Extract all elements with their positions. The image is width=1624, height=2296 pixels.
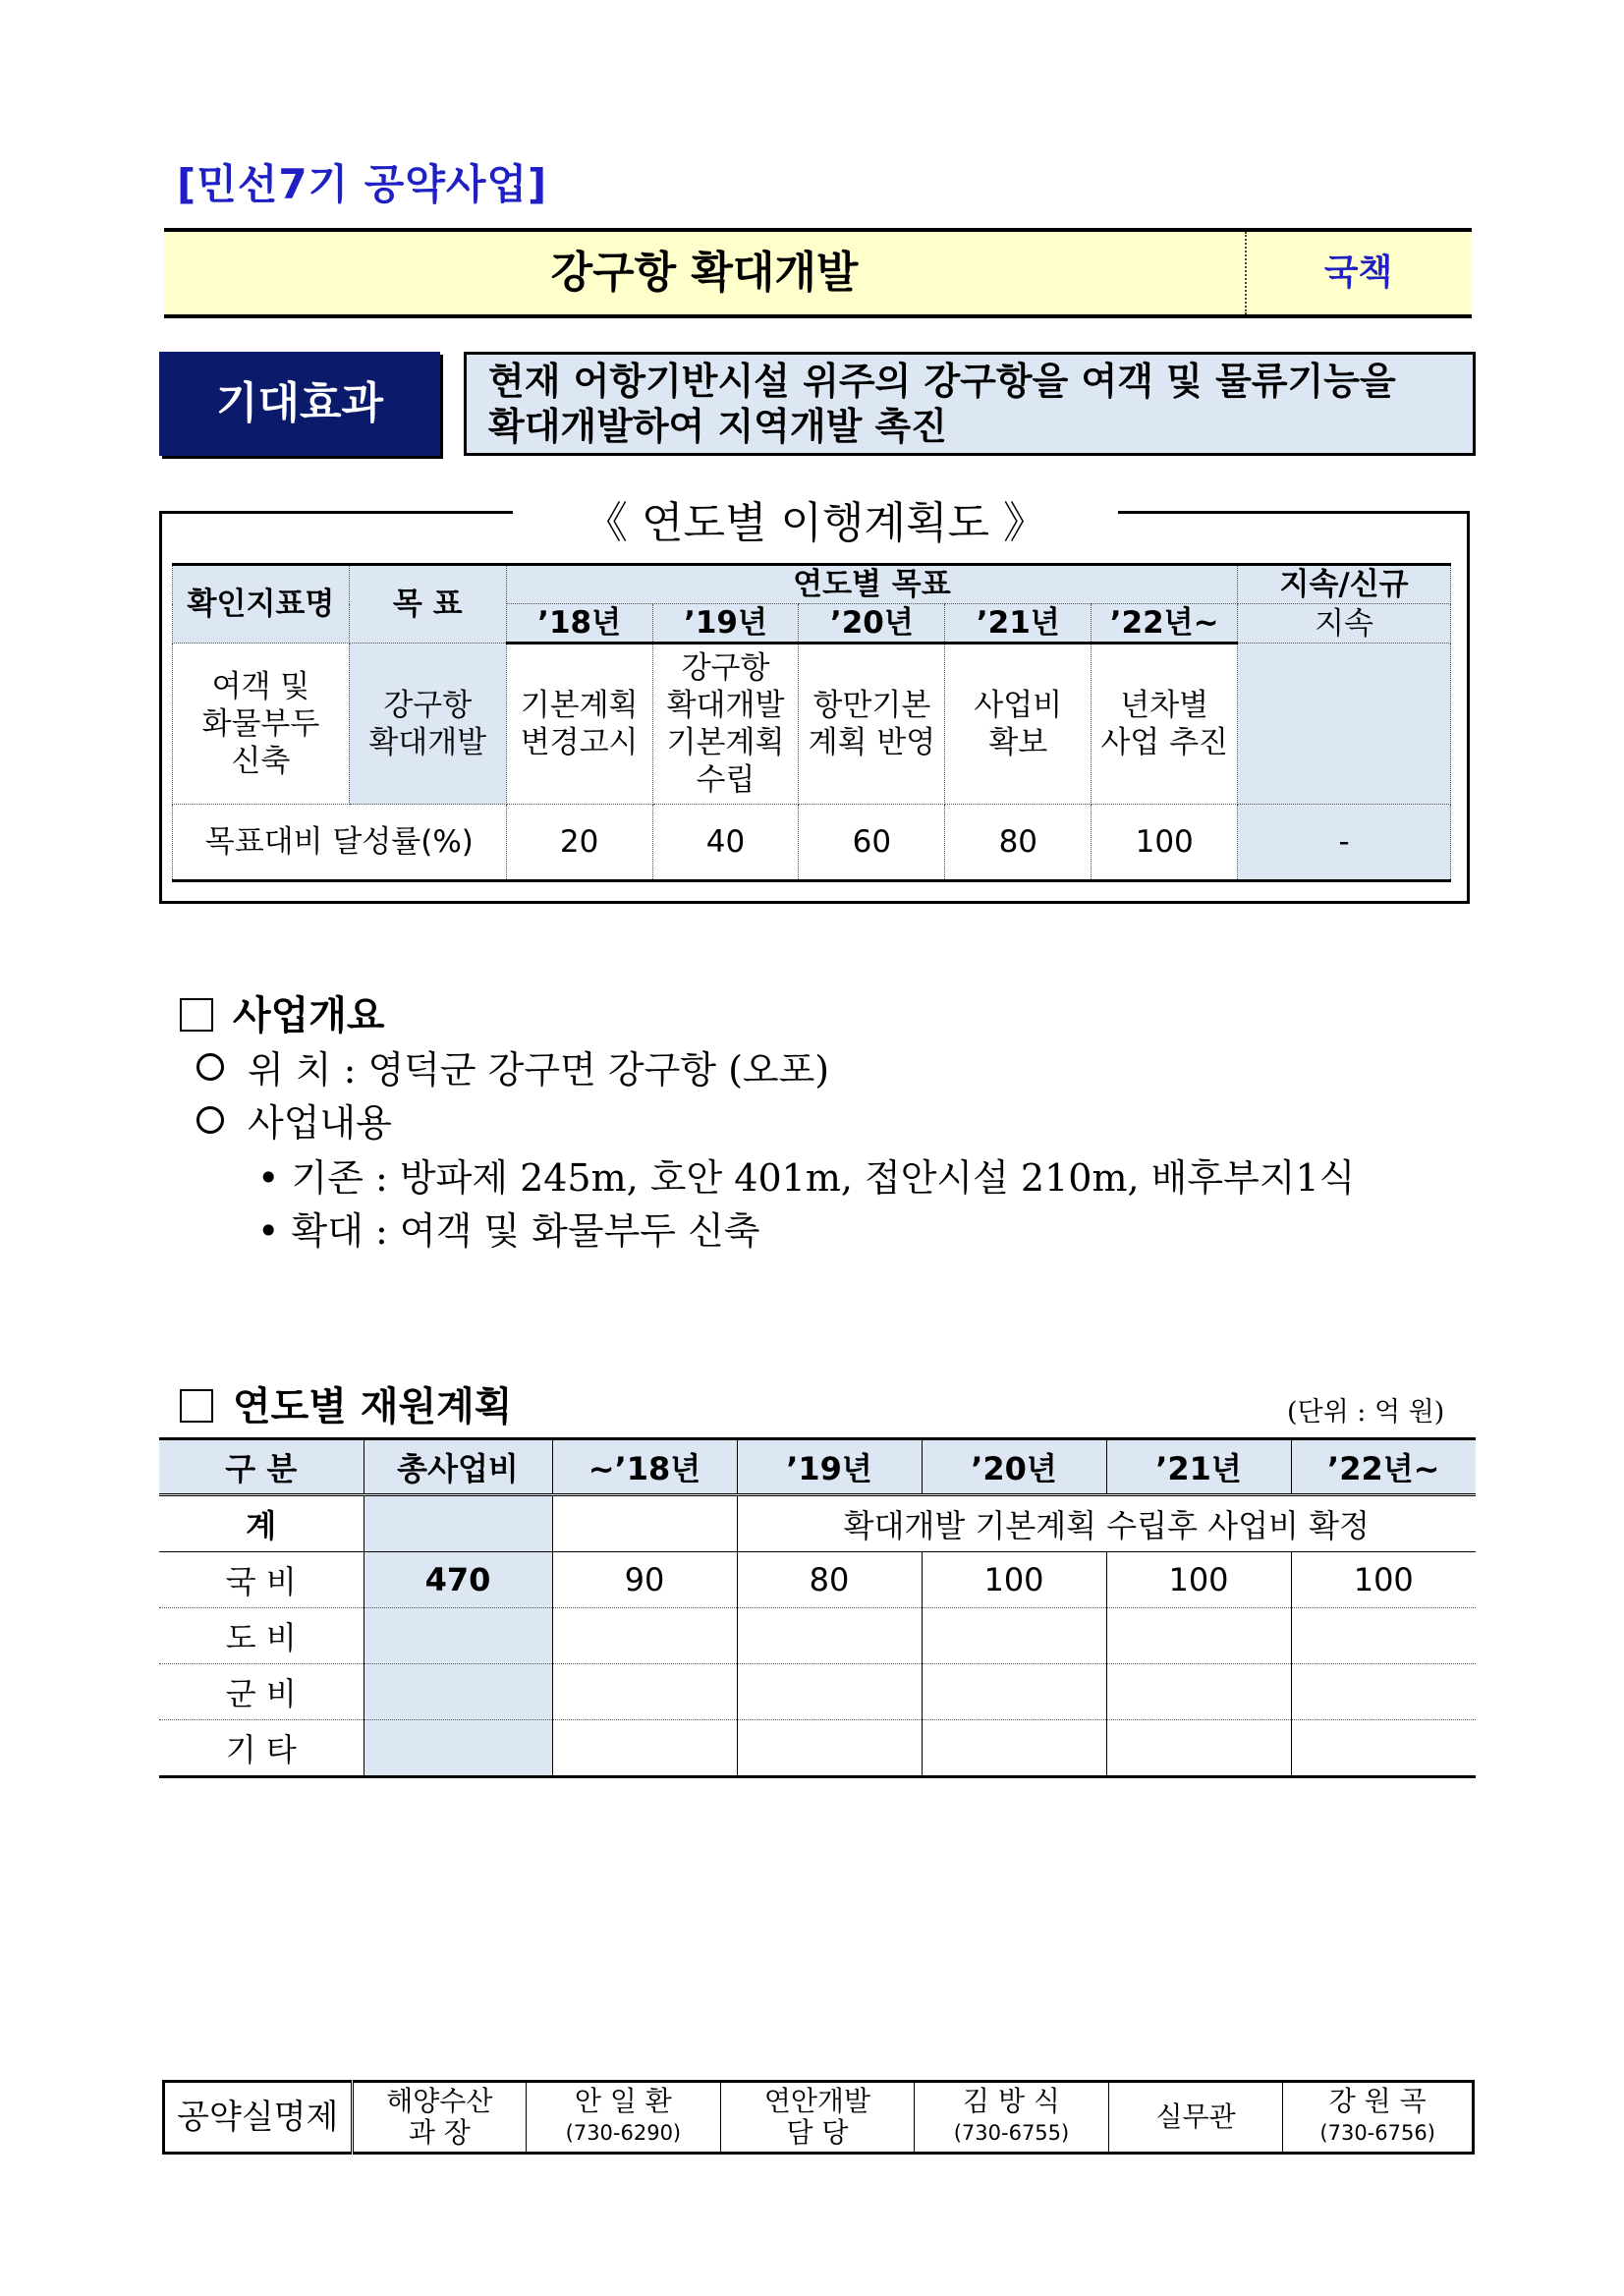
cell-line: 계획 반영 (808, 725, 936, 760)
finance-cell (1291, 1720, 1476, 1777)
year-header: ’20년 (799, 604, 945, 644)
finance-row-label: 국 비 (159, 1552, 364, 1608)
location-text: 위 치 : 영덕군 강구면 강구항 (오포) (248, 1048, 830, 1092)
year-header: ’22년~ (1092, 604, 1238, 644)
footer-person (915, 2082, 1109, 2154)
footer-role (352, 2082, 527, 2154)
header-yearly: 연도별 목표 (506, 565, 1237, 604)
finance-cell: 100 (1106, 1552, 1291, 1608)
existing-text: 기존 : 방파제 245m, 호안 401m, 접안시설 210m, 배후부지1식 (291, 1156, 1356, 1200)
frame-top-left (159, 511, 513, 514)
finance-cell: 80 (737, 1552, 922, 1608)
footer-person (527, 2082, 721, 2154)
person-phone: (730-6755) (953, 2121, 1070, 2145)
finance-header: 총사업비 (364, 1439, 552, 1495)
finance-cell (737, 1664, 922, 1720)
overview-existing (257, 1148, 1355, 1202)
finance-cell (1106, 1608, 1291, 1664)
effect-label: 기대효과 (159, 352, 440, 456)
role-line: 해양수산 (386, 2085, 493, 2117)
finance-cell (737, 1608, 922, 1664)
pledge-responsibility-table (162, 2080, 1475, 2155)
plan-cell-status (1238, 644, 1451, 805)
cell-line: 변경고시 (520, 725, 639, 760)
role-line: 담 당 (786, 2116, 849, 2149)
effect-line-2: 확대개발하여 지역개발 촉진 (488, 405, 947, 448)
finance-sum-row (159, 1495, 1476, 1552)
finance-cell (1291, 1608, 1476, 1664)
cell-line: 사업 추진 (1100, 725, 1228, 760)
finance-row-label: 기 타 (159, 1720, 364, 1777)
finance-row-label: 도 비 (159, 1608, 364, 1664)
achievement-value: 100 (1092, 805, 1238, 881)
pledge-label: 공약실명제 (164, 2082, 353, 2154)
plan-cell-2021 (945, 644, 1092, 805)
cell-line: 확대개발 (666, 688, 785, 723)
plan-cell-2022 (1092, 644, 1238, 805)
finance-header: ’22년~ (1291, 1439, 1476, 1495)
header-status: 지속/신규 (1238, 565, 1451, 604)
dot-bullet-icon: • (257, 1209, 292, 1253)
finance-unit: (단위 : 억 원) (1287, 1397, 1445, 1428)
row-goal-line: 강구항 (383, 687, 473, 723)
page-heading: [민선7기 공약사업] (177, 160, 548, 208)
achievement-value: 60 (799, 805, 945, 881)
frame-top-right (1118, 511, 1470, 514)
row-goal-line: 확대개발 (368, 724, 487, 760)
finance-heading-text: 연도별 재원계획 (233, 1384, 513, 1429)
plan-table (172, 563, 1451, 882)
footer-person (1283, 2082, 1474, 2154)
row-indicator-line: 여객 및 (211, 668, 310, 704)
finance-cell (1106, 1664, 1291, 1720)
finance-cell (737, 1720, 922, 1777)
finance-cell (922, 1608, 1106, 1664)
square-bullet-icon (180, 998, 213, 1032)
finance-cell (552, 1608, 737, 1664)
square-bullet-icon (180, 1389, 213, 1423)
finance-cell (1291, 1664, 1476, 1720)
cell-line: 사업비 (974, 688, 1063, 723)
project-title: 강구항 확대개발 (550, 248, 859, 298)
finance-header: ’20년 (922, 1439, 1106, 1495)
finance-cell (552, 1720, 737, 1777)
finance-cell (364, 1720, 552, 1777)
finance-cell (1106, 1720, 1291, 1777)
footer-role (1108, 2082, 1283, 2154)
finance-cell (364, 1664, 552, 1720)
header-indicator: 확인지표명 (173, 565, 350, 644)
cell-line: 기본계획 (520, 688, 639, 723)
finance-row (159, 1664, 1476, 1720)
row-indicator (173, 644, 350, 805)
plan-cell-2018 (506, 644, 652, 805)
footer-role (720, 2082, 915, 2154)
finance-cell (364, 1608, 552, 1664)
circle-bullet-icon (196, 1106, 224, 1134)
plan-cell-2019 (652, 644, 799, 805)
title-bar (164, 228, 1472, 318)
cell-line: 수립 (696, 762, 756, 798)
finance-sum-note: 확대개발 기본계획 수립후 사업비 확정 (737, 1495, 1476, 1552)
finance-table (159, 1437, 1476, 1778)
circle-bullet-icon (196, 1053, 224, 1081)
finance-header-row (159, 1439, 1476, 1495)
plan-cell-2020 (799, 644, 945, 805)
achievement-label: 목표대비 달성률(%) (173, 805, 507, 881)
project-category: 국책 (1323, 252, 1393, 293)
cell-line: 기본계획 (666, 725, 785, 760)
cell-line: 강구항 (681, 650, 770, 686)
achievement-status: - (1238, 805, 1451, 881)
finance-cell: 100 (1291, 1552, 1476, 1608)
person-name: 김 방 식 (963, 2085, 1060, 2117)
role-line: 연안개발 (763, 2085, 871, 2117)
overview-content (196, 1092, 392, 1147)
person-name: 안 일 환 (574, 2085, 672, 2117)
person-phone: (730-6290) (565, 2121, 682, 2145)
person-phone: (730-6756) (1319, 2121, 1435, 2145)
finance-cell (364, 1495, 552, 1552)
achievement-value: 80 (945, 805, 1092, 881)
dot-bullet-icon: • (257, 1156, 292, 1200)
role-line: 실무관 (1155, 2100, 1236, 2133)
finance-cell: 100 (922, 1552, 1106, 1608)
overview-location (196, 1039, 829, 1093)
cell-line: 년차별 (1120, 688, 1209, 723)
finance-cell (922, 1720, 1106, 1777)
finance-cell (922, 1664, 1106, 1720)
year-header: ’18년 (506, 604, 652, 644)
finance-row (159, 1720, 1476, 1777)
cell-line: 항만기본 (812, 688, 931, 723)
finance-row-label: 군 비 (159, 1664, 364, 1720)
person-name: 강 원 곡 (1328, 2085, 1427, 2117)
achievement-value: 40 (652, 805, 799, 881)
expansion-text: 확대 : 여객 및 화물부두 신축 (291, 1209, 760, 1253)
overview-heading (180, 984, 385, 1040)
finance-row-label: 계 (159, 1495, 364, 1552)
finance-header: 구 분 (159, 1439, 364, 1495)
year-header: ’21년 (945, 604, 1092, 644)
row-indicator-line: 신축 (231, 743, 291, 779)
finance-header: ’19년 (737, 1439, 922, 1495)
finance-cell (552, 1664, 737, 1720)
plan-title: 《 연도별 이행계획도 》 (585, 498, 1046, 548)
status-value: 지속 (1238, 604, 1451, 644)
role-line: 과 장 (408, 2116, 471, 2149)
overview-heading-text: 사업개요 (233, 993, 385, 1038)
achievement-value: 20 (506, 805, 652, 881)
finance-heading (180, 1375, 512, 1431)
finance-row (159, 1552, 1476, 1608)
content-text: 사업내용 (248, 1101, 392, 1145)
year-header: ’19년 (652, 604, 799, 644)
finance-row (159, 1608, 1476, 1664)
header-goal: 목 표 (349, 565, 506, 644)
overview-expansion (257, 1201, 760, 1255)
finance-header: ~’18년 (552, 1439, 737, 1495)
effect-line-1: 현재 어항기반시설 위주의 강구항을 여객 및 물류기능을 (488, 360, 1396, 403)
finance-header: ’21년 (1106, 1439, 1291, 1495)
row-goal (349, 644, 506, 805)
finance-cell (552, 1495, 737, 1552)
row-indicator-line: 화물부두 (201, 705, 320, 742)
finance-cell: 470 (364, 1552, 552, 1608)
cell-line: 확보 (988, 725, 1048, 760)
finance-cell: 90 (552, 1552, 737, 1608)
effect-description (464, 352, 1476, 456)
